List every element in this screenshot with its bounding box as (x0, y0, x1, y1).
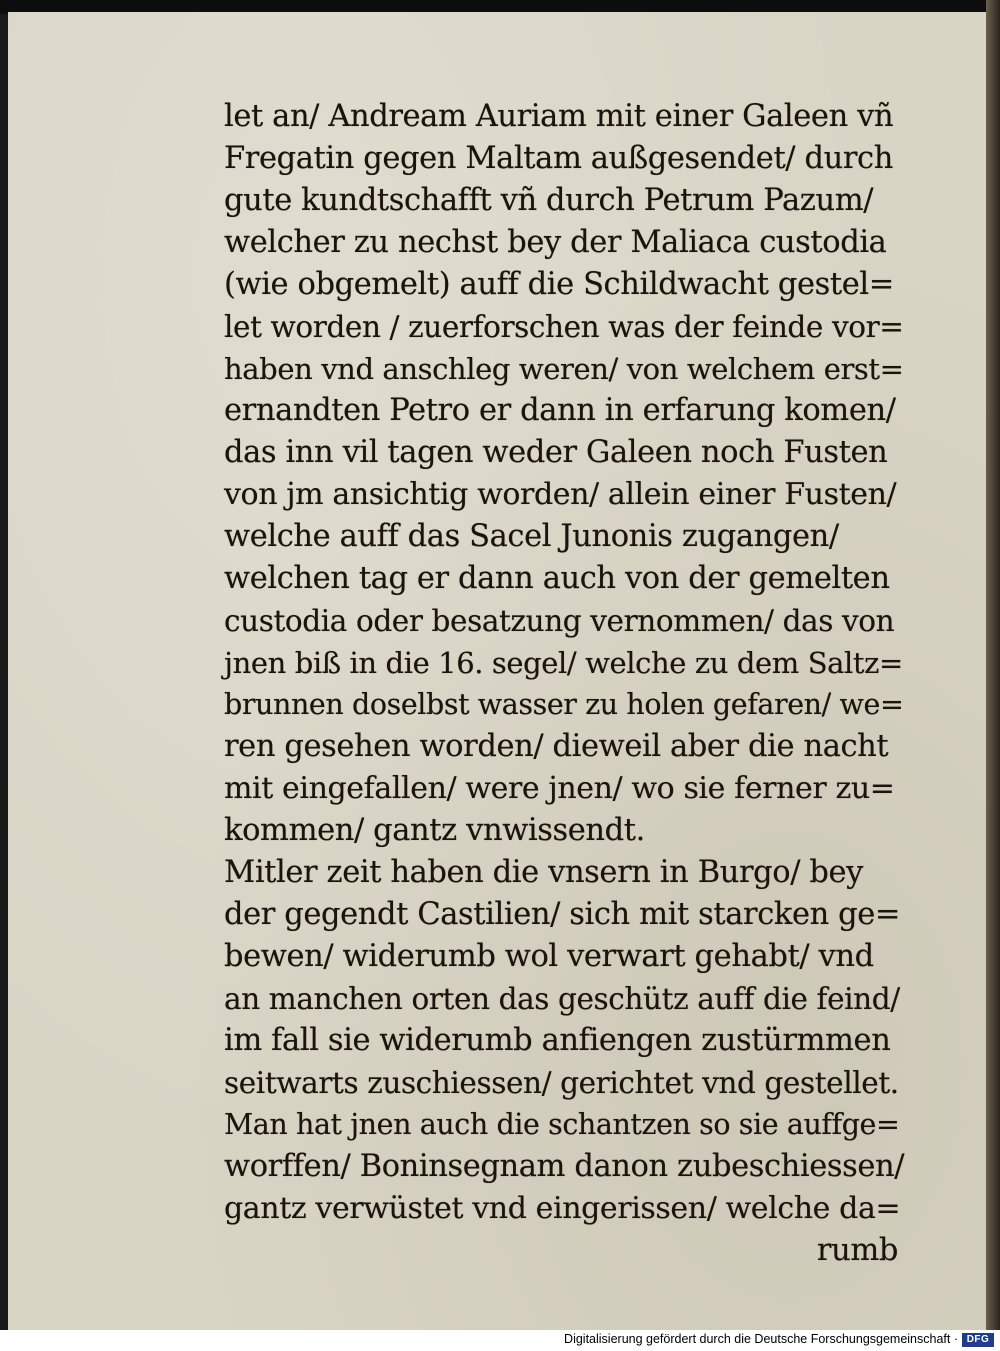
text-line: jnen biß in die 16. segel/ welche zu dem Saltz= (224, 646, 903, 680)
text-line: let worden / zuerforschen was der feinde vor= (224, 310, 904, 344)
book-spine (986, 0, 1000, 1330)
text-line: (wie obgemelt) auff die Schildwacht gestel= (224, 267, 894, 302)
text-line: worffen/ Boninsegnam danon zubeschiessen/ (224, 1149, 905, 1184)
catchword: rumb (816, 1233, 898, 1268)
text-line: Mitler zeit haben die vnsern in Burgo/ bey (224, 855, 863, 890)
text-line: Fregatin gegen Maltam außgesendet/ durch (224, 141, 893, 176)
text-line: mit eingefallen/ were jnen/ wo sie ferner zu= (224, 771, 895, 806)
text-line: brunnen doselbst wasser zu holen gefaren/ we= (224, 688, 904, 721)
text-line: welcher zu nechst bey der Maliaca custodia (224, 225, 887, 260)
text-line: haben vnd anschleg weren/ von welchem erst= (224, 352, 904, 386)
text-line: gantz verwüstet vnd eingerissen/ welche da= (224, 1191, 901, 1226)
text-line: let an/ Andream Auriam mit einer Galeen vñ (224, 99, 894, 134)
text-line: ren gesehen worden/ dieweil aber die nacht (224, 729, 889, 764)
text-line: der gegendt Castilien/ sich mit starcken ge= (224, 897, 901, 932)
text-line: welchen tag er dann auch von der gemelten (224, 561, 890, 596)
page-text (224, 96, 904, 1272)
text-line: an manchen orten das geschütz auff die feind/ (224, 982, 900, 1016)
text-line: Man hat jnen auch die schantzen so sie auffge= (224, 1108, 900, 1141)
text-line: ernandten Petro er dann in erfarung komen/ (224, 393, 896, 428)
text-line: custodia oder besatzung vernommen/ das von (224, 604, 895, 638)
text-line: von jm ansichtig worden/ allein einer Fusten/ (224, 477, 897, 512)
footer-bar (0, 1330, 1000, 1351)
text-line: bewen/ widerumb wol verwart gehabt/ vnd (224, 939, 874, 974)
text-line: das inn vil tagen weder Galeen noch Fusten (224, 435, 888, 470)
text-line: welche auff das Sacel Junonis zugangen/ (224, 519, 839, 554)
text-line: kommen/ gantz vnwissendt. (224, 813, 645, 848)
text-line: gute kundtschafft vñ durch Petrum Pazum/ (224, 183, 874, 218)
text-line: im fall sie widerumb anfiengen zustürmmen (224, 1023, 891, 1058)
text-line: seitwarts zuschiessen/ gerichtet vnd gestellet. (224, 1066, 899, 1100)
dfg-logo-icon: DFG (962, 1333, 994, 1347)
funding-credit: Digitalisierung gefördert durch die Deutsche Forschungsgemeinschaft · (564, 1332, 958, 1346)
